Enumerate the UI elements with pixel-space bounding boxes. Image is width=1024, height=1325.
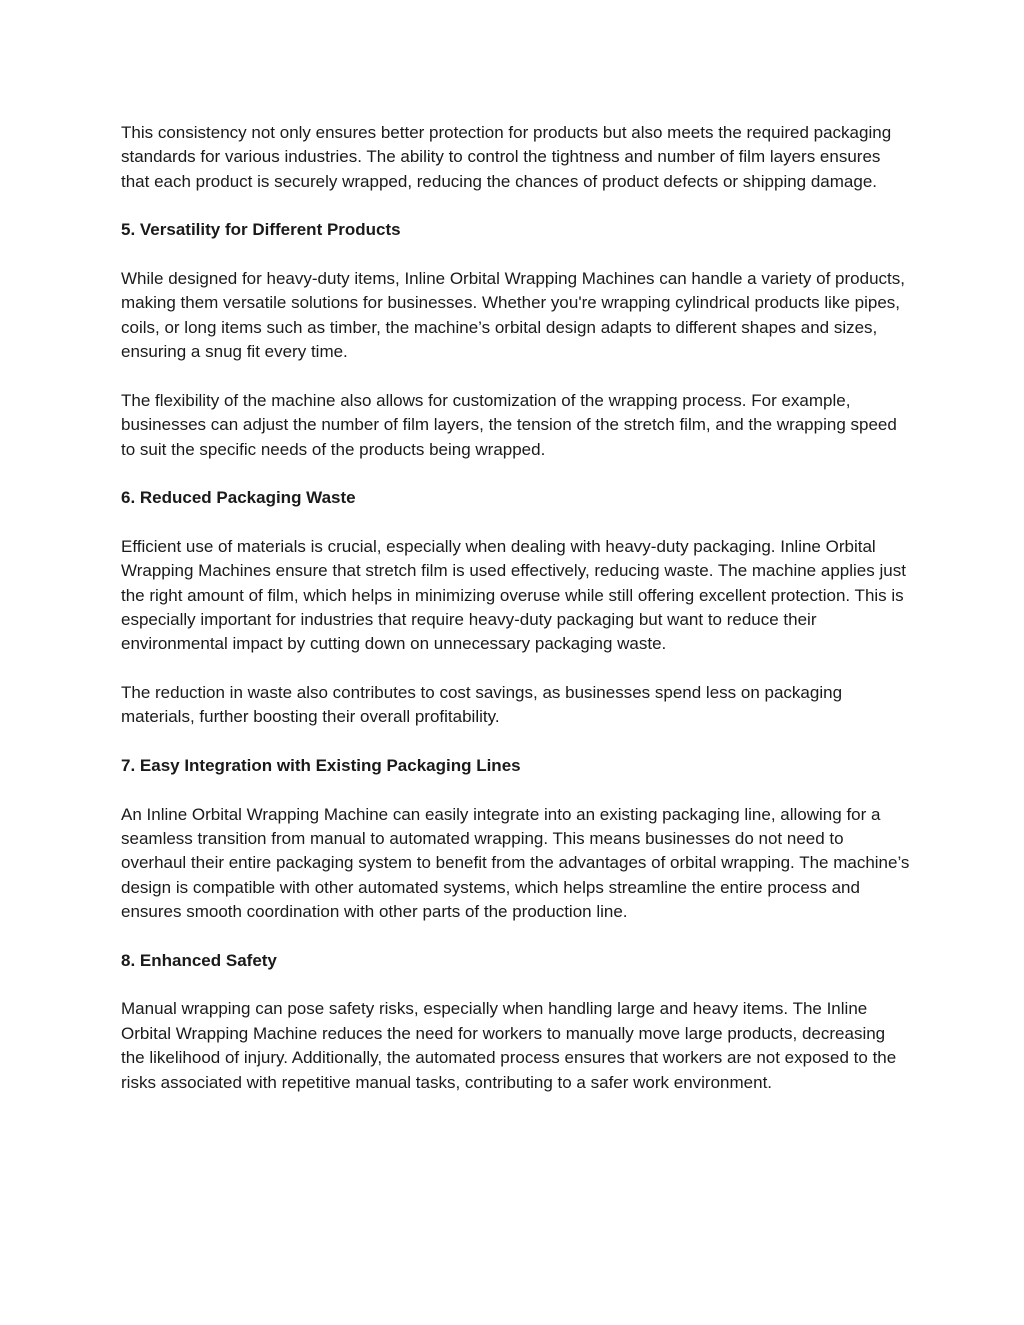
paragraph-efficient-materials: Efficient use of materials is crucial, especially when dealing with heavy-duty packaging. Inline Orbital Wrapping Machines ensure that stretch film is used effectively, reducing waste. The machine applies just the right amount of film, which helps in minimizing overuse while still offering excellent protection. This is especially important for industries that require heavy-duty packaging but want to reduce their environmental impact by cutting down on unnecessary packaging waste. (121, 536, 906, 654)
paragraph-integration: An Inline Orbital Wrapping Machine can easily integrate into an existing packaging line, allowing for a seamless transition from manual to automated wrapping. This means businesses do not need to overhaul their entire packaging system to benefit from the advantages of orbital wrapping. The machine’s design is compatible with other automated systems, which helps streamline the entire process and ensures smooth coordination with other parts of the production line. (121, 804, 910, 922)
heading-reduced-waste: 6. Reduced Packaging Waste (121, 488, 356, 508)
paragraph-flexibility: The flexibility of the machine also allows for customization of the wrapping process. For example, businesses can adjust the number of film layers, the tension of the stretch film, and the wrapping speed to suit the specific needs of the products being wrapped. (121, 390, 897, 459)
paragraph-consistency: This consistency not only ensures better protection for products but also meets the required packaging standards for various industries. The ability to control the tightness and number of film layers ensures that each product is securely wrapped, reducing the chances of product defects or shipping damage. (121, 123, 892, 191)
paragraph-cost-savings: The reduction in waste also contributes to cost savings, as businesses spend less on packaging materials, further boosting their overall profitability. (121, 683, 843, 727)
document-page (121, 121, 911, 1119)
heading-easy-integration: 7. Easy Integration with Existing Packaging Lines (121, 756, 521, 776)
paragraph-safety: Manual wrapping can pose safety risks, especially when handling large and heavy items. The Inline Orbital Wrapping Machine reduces the need for workers to manually move large products, decreasing the likelihood of injury. Additionally, the automated process ensures that workers are not exposed to the risks associated with repetitive manual tasks, contributing to a safer work environment. (121, 999, 897, 1092)
heading-enhanced-safety: 8. Enhanced Safety (121, 950, 277, 970)
paragraph-versatility: While designed for heavy-duty items, Inline Orbital Wrapping Machines can handle a variety of products, making them versatile solutions for businesses. Whether you're wrapping cylindrical products like pipes, coils, or long items such as timber, the machine’s orbital design adapts to different shapes and sizes, ensuring a snug fit every time. (121, 269, 905, 362)
heading-versatility: 5. Versatility for Different Products (121, 220, 401, 240)
